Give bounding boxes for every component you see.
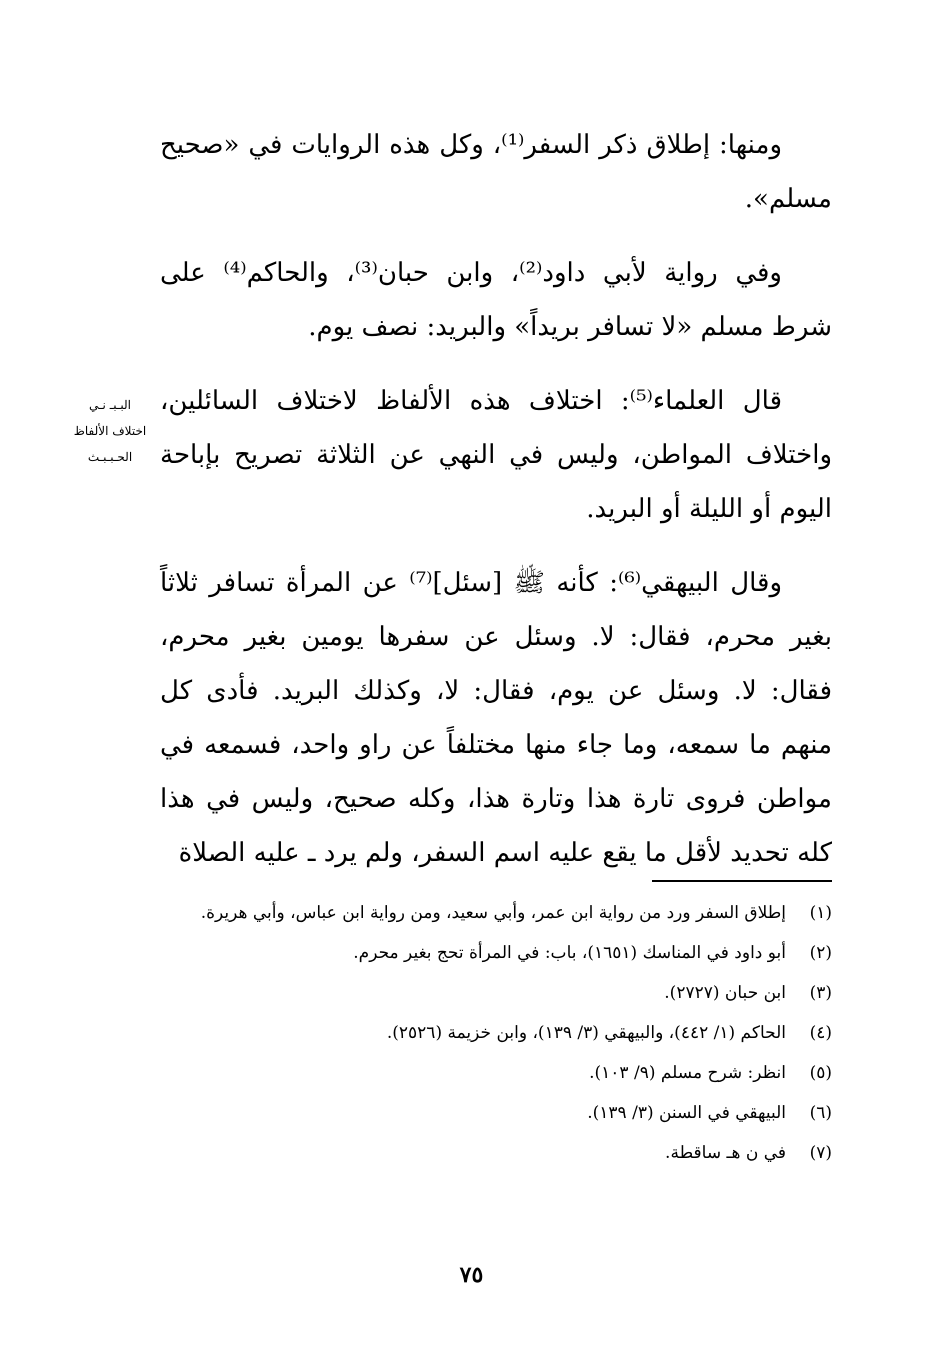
footnote-number: (٦): [809, 1103, 832, 1123]
footnote-text: البيهقي في السنن (٣/ ١٣٩).: [587, 1103, 786, 1123]
footnote-item: [160, 1093, 832, 1133]
footnote-item: [160, 973, 832, 1013]
paragraph-2: وفي رواية لأبي داود⁽²⁾، وابن حبان⁽³⁾، والحاكم⁽⁴⁾ على شرط مسلم «لا تسافر بريداً» والبريد: نصف يوم.: [160, 258, 832, 342]
footnote-number: (٣): [809, 983, 832, 1003]
footnote-item: [160, 893, 832, 933]
footnote-text: أبو داود في المناسك (١٦٥١)، باب: في المرأة تحج بغير محرم.: [353, 943, 786, 963]
page-number: ٧٥: [459, 1262, 484, 1288]
footnote-number: (١): [809, 903, 832, 923]
footnote-separator: [652, 880, 832, 882]
footnote-text: إطلاق السفر ورد من رواية ابن عمر، وأبي سعيد، ومن رواية ابن عباس، وأبي هريرة.: [200, 903, 786, 923]
footnote-text: في ن هـ ساقطة.: [665, 1143, 786, 1163]
footnote-number: (٢): [809, 943, 832, 963]
footnote-number: (٤): [809, 1023, 832, 1043]
footnote-item: [160, 1133, 832, 1173]
footnote-item: [160, 1053, 832, 1093]
paragraph-1: ومنها: إطلاق ذكر السفر⁽¹⁾، وكل هذه الروايات في «صحيح مسلم».: [160, 130, 832, 214]
margin-note: [60, 392, 160, 470]
margin-note-line-3: الحـبـبـث: [87, 450, 133, 464]
footnote-text: الحاكم (١/ ٤٤٢)، والبيهقي (٣/ ١٣٩)، وابن خزيمة (٢٥٢٦).: [386, 1023, 786, 1043]
margin-note-line-2: اختلاف الألفاظ: [73, 424, 147, 438]
footnote-item: [160, 933, 832, 973]
footnotes: [160, 893, 832, 1173]
footnote-number: (٥): [809, 1063, 832, 1083]
paragraph-3: قال العلماء⁽⁵⁾: اختلاف هذه الألفاظ لاختلاف السائلين، واختلاف المواطن، وليس في النهي عن الثلاثة تصريح بإباحة اليوم أو الليلة أو البريد.: [160, 386, 832, 524]
footnote-text: انظر: شرح مسلم (٩/ ١٠٣).: [589, 1063, 786, 1083]
footnote-item: [160, 1013, 832, 1053]
footnote-number: (٧): [809, 1143, 832, 1163]
margin-note-line-1: البـبـ نـي: [89, 398, 131, 412]
paragraph-4: وقال البيهقي⁽⁶⁾: كأنه ﷺ [سئل]⁽⁷⁾ عن المرأة تسافر ثلاثاً بغير محرم، فقال: لا. وسئل عن سفرها يومين بغير محرم، فقال: لا. وسئل عن يوم، فقال: لا، وكذلك البريد. فأدى كل منهم ما سمعه، وما جاء منها مختلفاً عن راو واحد، فسمعه في مواطن فروى تارة هذا وتارة هذا، وكله صحيح، وليس في هذا كله تحديد لأقل ما يقع عليه اسم السفر، ولم يرد ـ عليه الصلاة: [160, 568, 832, 868]
footnote-text: ابن حبان (٢٧٢٧).: [664, 983, 786, 1003]
